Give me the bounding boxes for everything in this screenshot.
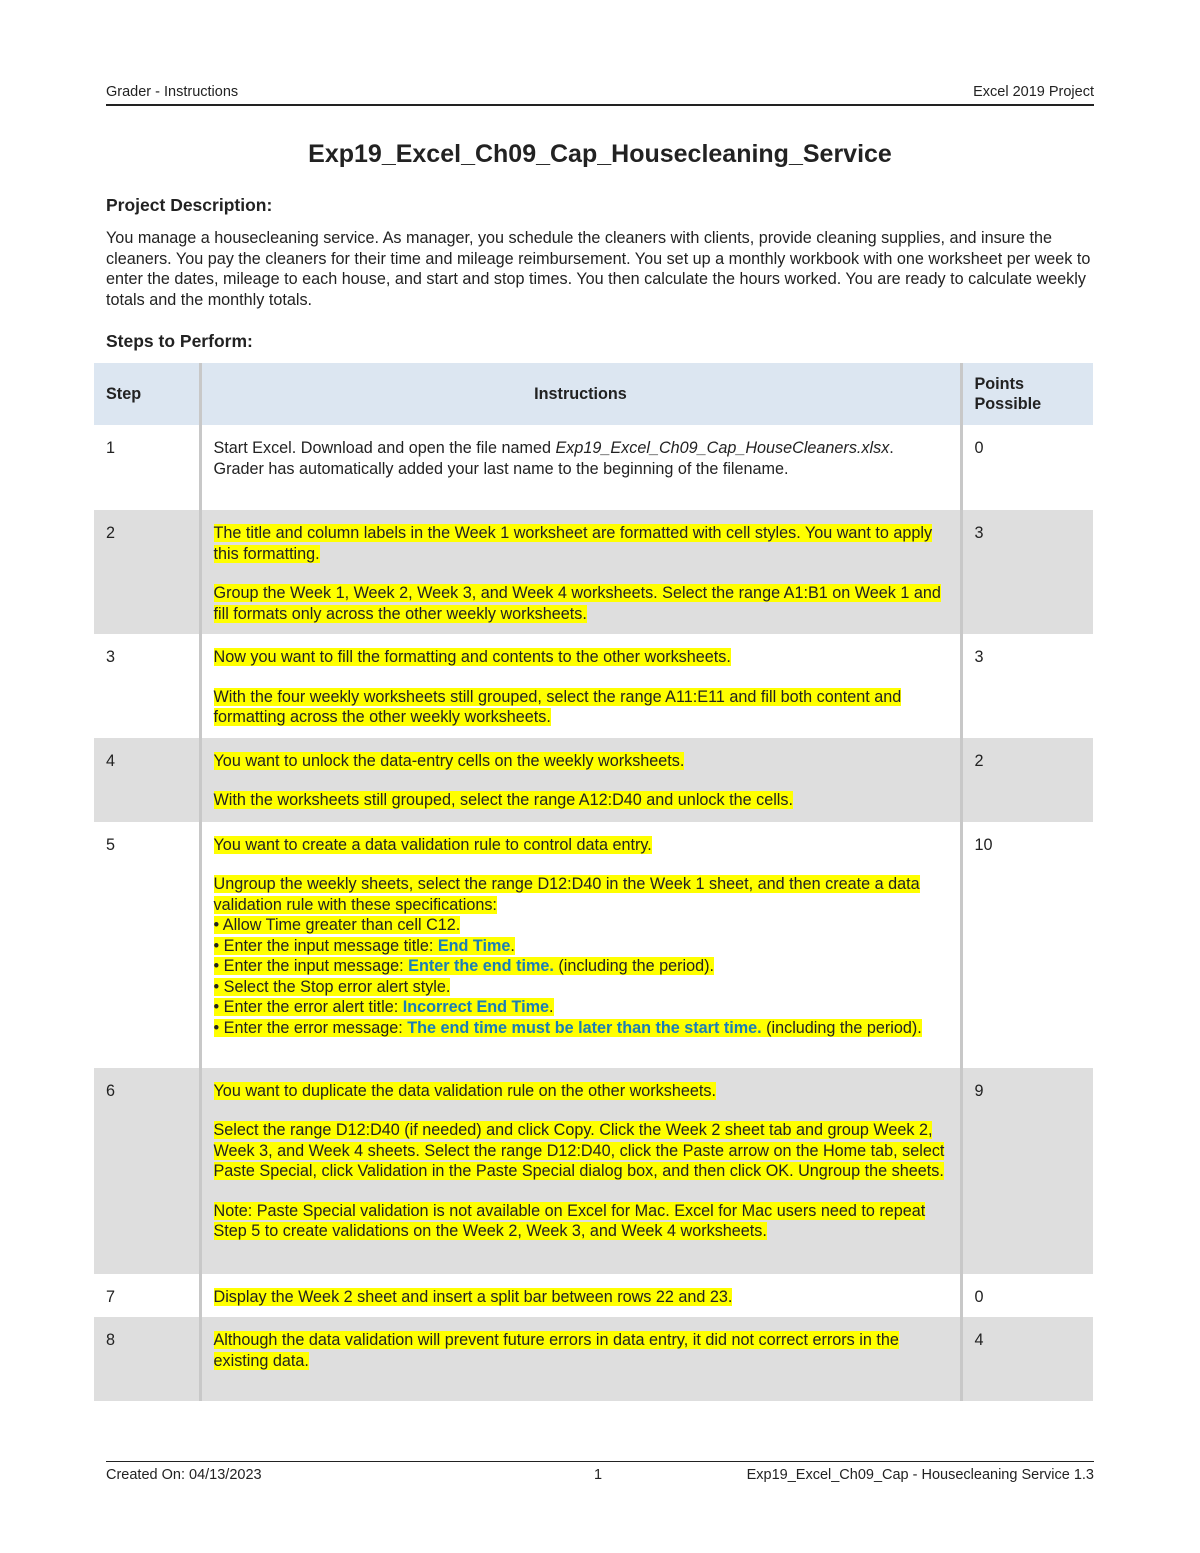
step-instructions bbox=[200, 1317, 961, 1401]
header-left-text: Grader - Instructions bbox=[106, 84, 239, 100]
header-instructions: Instructions bbox=[200, 363, 961, 425]
step-points: 3 bbox=[961, 510, 1093, 634]
step-instructions bbox=[200, 1068, 961, 1274]
project-description-text: You manage a housecleaning service. As manager, you schedule the cleaners with clients, provide cleaning supplies, and insure the cleaners. You pay the cleaners for their time and mileage reimbursement. You set up a monthly workbook with one worksheet per week to enter the dates, mileage to each house, and start and stop times. You then calculate the hours worked. You are ready to calculate weekly totals and the monthly totals. bbox=[106, 229, 1091, 309]
step-instructions bbox=[200, 738, 961, 822]
table-row bbox=[94, 1274, 1093, 1318]
highlighted-text: You want to unlock the data-entry cells on the weekly worksheets. bbox=[213, 751, 685, 770]
highlighted-text: Note: Paste Special validation is not available on Excel for Mac. Excel for Mac users need to repeat Step 5 to create validations on the Week 2, Week 3, and Week 4 worksheets. bbox=[213, 1201, 926, 1240]
highlighted-text: The title and column labels in the Week 1 worksheet are formatted with cell styles. You want to apply this formatting. bbox=[213, 524, 933, 563]
table-row bbox=[94, 1317, 1093, 1401]
highlighted-text: Group the Week 1, Week 2, Week 3, and Week 4 worksheets. Select the range A1:B1 on Week 1 and fill formats only across the other weekly worksheets. bbox=[213, 584, 941, 623]
highlighted-text: You want to create a data validation rule to control data entry. bbox=[213, 835, 652, 854]
step-instructions bbox=[200, 1274, 961, 1318]
step-number: 5 bbox=[106, 835, 116, 854]
error-title-value: Incorrect End Time bbox=[402, 998, 550, 1016]
highlighted-text: With the worksheets still grouped, select the range A12:D40 and unlock the cells. bbox=[213, 791, 793, 809]
step-number: 6 bbox=[94, 1068, 200, 1274]
step-points: 0 bbox=[961, 1274, 1093, 1318]
table-row bbox=[94, 1068, 1093, 1274]
bullet-text: • Allow Time greater than cell C12. bbox=[213, 916, 461, 934]
step-instructions bbox=[200, 510, 961, 634]
input-title-value: End Time bbox=[437, 936, 511, 955]
step-number: 4 bbox=[94, 738, 200, 822]
bullet-text: • Enter the error message: The end time must be later than the start time. (including the period). bbox=[213, 1018, 922, 1037]
highlighted-text: Select the range D12:D40 (if needed) and click Copy. Click the Week 2 sheet tab and group Week 2, Week 3, and Week 4 sheets. Select the range D12:D40, click the Paste arrow on the Home tab, select Paste Special, click Validation in the Paste Special dialog box, and then click OK. Ungroup the sheets. bbox=[213, 1121, 945, 1180]
step-number: 3 bbox=[106, 648, 116, 666]
highlighted-text: Display the Week 2 sheet and insert a split bar between rows 22 and 23. bbox=[213, 1287, 733, 1306]
table-row bbox=[94, 634, 1093, 738]
highlighted-text: Now you want to fill the formatting and contents to the other worksheets. bbox=[213, 648, 731, 666]
header-step: Step bbox=[94, 363, 200, 425]
step-number: 8 bbox=[94, 1317, 200, 1401]
step-instructions bbox=[200, 425, 961, 510]
step-number: 2 bbox=[94, 510, 200, 634]
highlighted-text: With the four weekly worksheets still grouped, select the range A11:E11 and fill both content and formatting across the other weekly worksheets. bbox=[213, 687, 902, 726]
table-header-row bbox=[94, 363, 1093, 425]
header-points: Points Possible bbox=[961, 363, 1093, 425]
table-row bbox=[94, 822, 1093, 1068]
step-points: 0 bbox=[961, 425, 1093, 510]
step-points: 10 bbox=[961, 822, 1093, 1068]
instruction-text: . Grader has automatically added your last name to the beginning of the filename. bbox=[213, 439, 894, 478]
file-name: Exp19_Excel_Ch09_Cap_HouseCleaners.xlsx bbox=[555, 439, 890, 457]
highlighted-text: Although the data validation will prevent future errors in data entry, it did not correct errors in the existing data. bbox=[213, 1331, 899, 1370]
input-message-value: Enter the end time. bbox=[408, 957, 554, 975]
footer-created-on: Created On: 04/13/2023 bbox=[106, 1467, 262, 1483]
bullet-text: • Enter the input message title: End Time. bbox=[213, 936, 515, 955]
step-instructions bbox=[200, 822, 961, 1068]
error-message-value: The end time must be later than the start time. bbox=[407, 1018, 762, 1037]
project-description-heading: Project Description: bbox=[106, 195, 273, 215]
step-points: 3 bbox=[961, 634, 1093, 738]
step-instructions bbox=[200, 634, 961, 738]
steps-heading: Steps to Perform: bbox=[106, 331, 253, 351]
instruction-text: Start Excel. Download and open the file named bbox=[213, 439, 556, 457]
document-title: Exp19_Excel_Ch09_Cap_Housecleaning_Service bbox=[308, 140, 892, 168]
header-right-text: Excel 2019 Project bbox=[973, 84, 1094, 100]
steps-table bbox=[94, 363, 1093, 1401]
highlighted-text: Ungroup the weekly sheets, select the range D12:D40 in the Week 1 sheet, and then create a data validation rule with these specifications: bbox=[213, 875, 920, 914]
bullet-text: • Enter the error alert title: Incorrect End Time. bbox=[213, 998, 554, 1016]
page-header bbox=[106, 82, 1094, 106]
table-row bbox=[94, 738, 1093, 822]
table-row bbox=[94, 510, 1093, 634]
page-footer bbox=[106, 1461, 1094, 1486]
footer-document-id: Exp19_Excel_Ch09_Cap - Housecleaning Service 1.3 bbox=[746, 1467, 1094, 1483]
step-number: 7 bbox=[106, 1287, 116, 1306]
step-points: 9 bbox=[961, 1068, 1093, 1274]
bullet-text: • Select the Stop error alert style. bbox=[213, 977, 451, 996]
highlighted-text: You want to duplicate the data validation rule on the other worksheets. bbox=[213, 1081, 716, 1100]
table-row bbox=[94, 425, 1093, 510]
footer-page-number: 1 bbox=[594, 1467, 603, 1483]
bullet-text: • Enter the input message: Enter the end time. (including the period). bbox=[213, 957, 715, 975]
step-points: 2 bbox=[961, 738, 1093, 822]
step-number: 1 bbox=[106, 439, 116, 457]
step-points: 4 bbox=[961, 1317, 1093, 1401]
